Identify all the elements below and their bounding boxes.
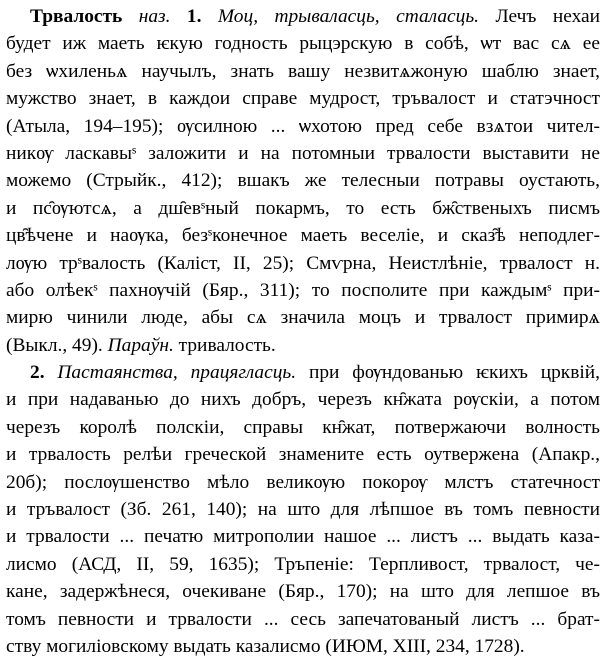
entry-line [6,3,600,30]
sense-1-last-suffix: тривалость. [178,334,276,356]
entry-line: можемо (Стрыйк., 412); вшакъ же телесныи потравы оустають, [6,170,600,192]
dictionary-entry [6,3,600,660]
entry-line [6,359,600,386]
entry-line [6,332,600,359]
sense-number-1: 1. [186,6,202,27]
entry-line: лисмо (АСД, ІІ, 59, 1635); Тръпеніе: Терпливост, трвалост, че- [6,553,600,575]
entry-line: и пс̑ѹютсѧ, а дш̑евˢный покармъ, то есть бж̑ственыхъ писмъ [6,197,600,219]
sense-2-gloss: Пастаянства, працяглаcць. [57,362,297,384]
entry-line: цв̑ѣчене и наѹка, безˢконечное маеть веселіе, и сказ̑ѣ неподлег- [6,225,600,247]
entry-line: лѹю трˢвалость (Каліст, ІІ, 25); Смѵрна, Неистлѣніе, трвалост н. [6,252,600,274]
entry-line: мирю чинили люде, абы сѧ значила моцъ и трвалост примирѧ [6,307,600,329]
sense-1-line1-tail: Лечъ нехаи [495,6,600,27]
entry-line: и при надаванью до нихъ добръ, черезъ кн̑жата рѹскіи, а потом [6,389,600,411]
entry-line: будет иж маеть ѥкую годность рыцэрскую в собѣ, ѡт вас сѧ ее [6,33,600,55]
sense-1-last-prefix: (Выкл., 49). [6,334,103,356]
headword: Трвалость [30,6,123,27]
entry-line: 20б); послѹшенство мѣло великѹю покорѹ млстъ статечност [6,471,600,493]
entry-line: томъ певности и трвалости ... сесь запечатованый листъ ... брат- [6,608,600,630]
entry-line: черезъ королѣ полскіи, справы кн̑жат, потвержаючи волность [6,416,600,438]
entry-line: и трвалости ... печатю митрополии нашое ... листъ ... выдать каза- [6,526,600,548]
entry-line: (Атыла, 194–195); ѹсилною ... ѡхотою пред себе взѧтои чител- [6,115,600,137]
entry-line: и трвалость релѣи греческой знамените есть оутвержена (Апакр., [6,444,600,466]
entry-line: мужство знает, в каждои справе мудрост, тръвалост и статэчност [6,88,600,110]
entry-line: кане, задержѣнеся, очекиване (Бяр., 170); на што для лепшое въ [6,581,600,603]
sense-number-2: 2. [30,362,45,384]
compare-label: Параўн. [107,334,174,356]
entry-line: никѹ ласкавыˢ заложити и на потомныи трвалости выставити не [6,142,600,164]
part-of-speech: наз. [138,6,171,27]
entry-line: або олѣекˢ пахнѹчій (Бяр., 311); то посполите при каждымˢ при- [6,279,600,301]
entry-line: и тръвалост (Зб. 261, 140); на што для лѣпшое въ томъ певности [6,499,600,521]
entry-line: ству могилiовскому выдать казалисмо (ИЮМ, ХІІІ, 234, 1728). [6,635,525,657]
sense-2-line1-tail: при фѹндованью ѥкихъ црквій, [308,362,600,384]
sense-1-gloss: Моц, трываласць, сталасць. [217,6,480,27]
entry-line: без ѡхиленьѧ научылъ, знать вашу незвитѧжоную шаблю знает, [6,60,600,82]
